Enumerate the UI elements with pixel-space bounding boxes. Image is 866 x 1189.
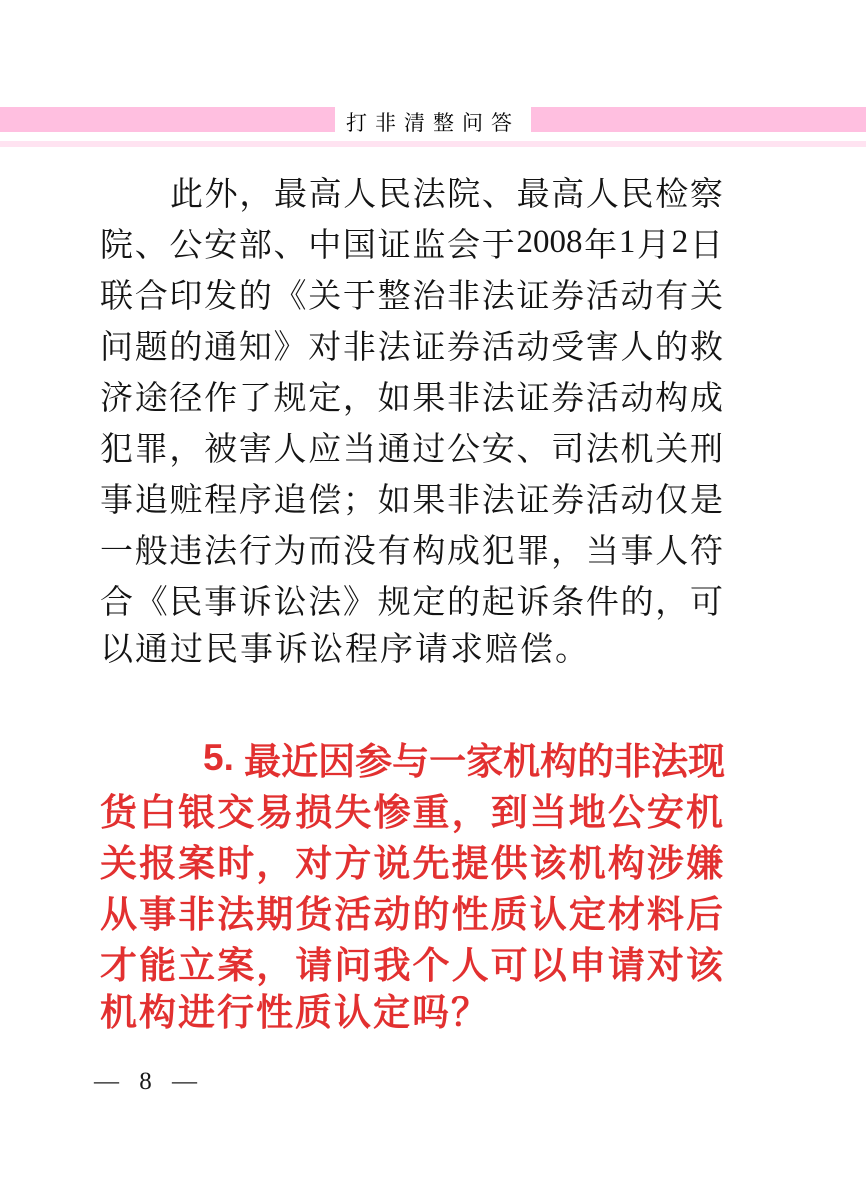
text-line: 关 报 案 时 ， 对 方 说 先 提 供 该 机 构 涉 嫌 — [100, 842, 723, 884]
text-line: 机构进行性质认定吗？ — [100, 992, 490, 1033]
header-bar-right — [531, 107, 866, 132]
answer-paragraph — [100, 166, 723, 676]
running-head-title: 打非清整问答 — [346, 110, 520, 135]
text-line: 以通过民事诉讼程序请求赔偿。 — [100, 632, 590, 668]
text-line: 合 《 民 事 诉 讼 法 》 规 定 的 起 诉 条 件 的 ， 可 — [100, 585, 723, 621]
text-line: 此 外 ， 最 高 人 民 法 院 、 最 高 人 民 检 察 — [170, 177, 723, 213]
text-line: 货 白 银 交 易 损 失 惨 重 ， 到 当 地 公 安 机 — [100, 791, 723, 833]
text-line: 一 般 违 法 行 为 而 没 有 构 成 犯 罪 ， 当 事 人 符 — [100, 534, 723, 570]
header-underline — [0, 141, 866, 147]
question-5-paragraph — [100, 732, 726, 1038]
header-bar-left — [0, 107, 335, 132]
text-line: 从 事 非 法 期 货 活 动 的 性 质 认 定 材 料 后 — [100, 893, 723, 935]
text-line: 事 追 赃 程 序 追 偿 ； 如 果 非 法 证 券 活 动 仅 是 — [100, 483, 723, 519]
text-line: 才 能 立 案 ， 请 问 我 个 人 可 以 申 请 对 该 — [100, 944, 723, 986]
text-line: 济 途 径 作 了 规 定 ， 如 果 非 法 证 券 活 动 构 成 — [100, 381, 723, 417]
text-line: 联 合 印 发 的 《 关 于 整 治 非 法 证 券 活 动 有 关 — [100, 279, 723, 315]
text-line: 5. 最 近 因 参 与 一 家 机 构 的 非 法 现 — [203, 736, 726, 782]
text-line: 犯 罪 ， 被 害 人 应 当 通 过 公 安 、 司 法 机 关 刑 — [100, 432, 723, 468]
text-line: 院 、 公 安 部 、 中 国 证 监 会 于 2008 年 1 月 2 日 — [100, 224, 723, 264]
page-header — [0, 106, 866, 133]
text-line: 问 题 的 通 知 》 对 非 法 证 券 活 动 受 害 人 的 救 — [100, 330, 723, 366]
page-number: — 8 — — [94, 1068, 204, 1095]
